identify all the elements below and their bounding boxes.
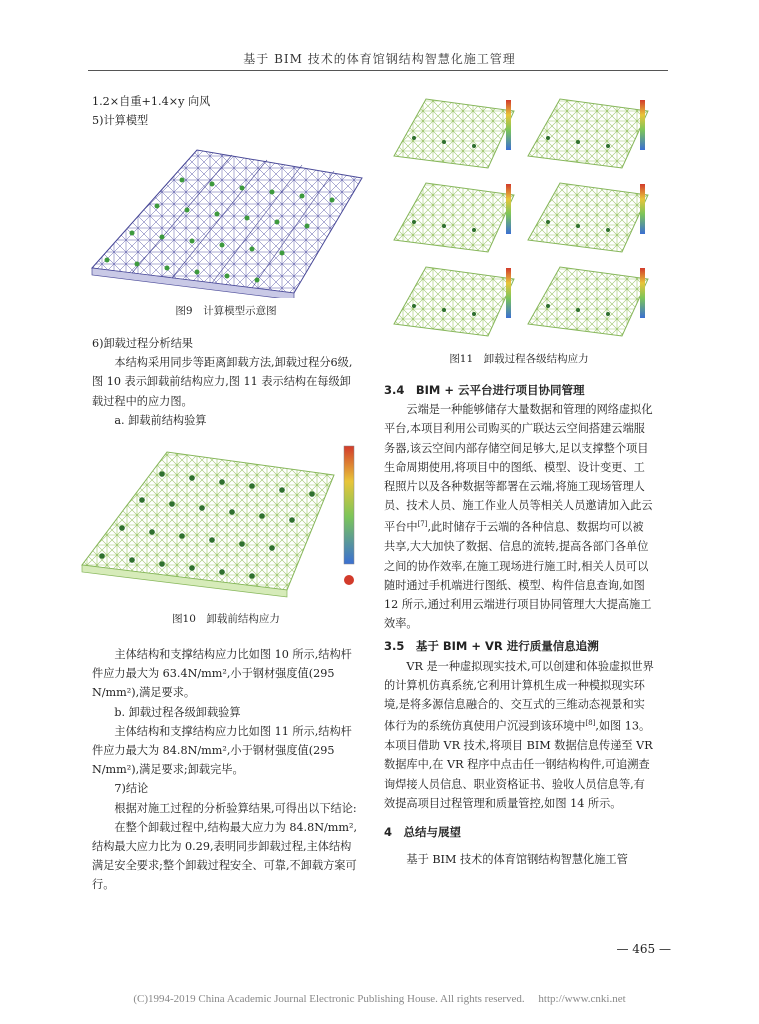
step-7-heading: 7)结论 <box>114 782 149 796</box>
section-3-5-body-a: VR 是一种虚拟现实技术,可以创建和体验虚拟世界的计算机仿真系统,它利用计算机生成一种模拟现实环境,是将多源信息融合的、交互式的三维动态视景和实体行为的系统仿真使用户沉浸到该环境中 <box>384 659 654 733</box>
figure-10-caption-wrap <box>92 610 360 629</box>
section-4-body: 基于 BIM 技术的体育馆钢结构智慧化施工管 <box>406 853 628 867</box>
stage-panel-1 <box>394 99 514 168</box>
header-rule <box>88 70 668 71</box>
citation-8: [8] <box>585 719 596 728</box>
copyright-notice: (C)1994-2019 China Academic Journal Electronic Publishing House. All rights reserved. http://www.cnki.net <box>133 993 626 1005</box>
left-column-bottom <box>92 645 360 895</box>
figure-10-caption: 图10 卸载前结构应力 <box>172 613 280 625</box>
figure-10-stress-before-unloading <box>72 440 364 600</box>
figure-9-caption-wrap <box>92 302 360 321</box>
step-5-heading: 5)计算模型 <box>92 114 149 128</box>
unloading-method-paragraph: 本结构采用同步等距离卸载方法,卸载过程分6级,图 10 表示卸载前结构应力,图 11 表示结构在每级卸载过程中的应力图。 <box>92 356 353 408</box>
running-header: 基于 BIM 技术的体育馆钢结构智慧化施工管理 <box>243 52 516 66</box>
section-3-4-body-a: 云端是一种能够储存大量数据和管理的网络虚拟化平台,本项目利用公司购买的广联达云空间搭建云端服务器,该云空间内部存储空间足够大,足以支撑整个项目生命周期使用,将项目中的图纸、模型、设计变更、工程照片以及各种数据等都署在云端,将施工现场管理人员、技术人员、施工作业人员等相关人员邀请加入此云平台中 <box>384 403 653 535</box>
section-3-5-body <box>384 657 654 813</box>
left-column-middle <box>92 334 360 430</box>
conclusion-paragraph: 在整个卸载过程中,结构最大应力为 84.8N/mm²,结构最大应力比为 0.29,表明同步卸载过程,主体结构满足安全要求;整个卸载过程安全、可靠,不卸载方案可行。 <box>92 820 358 892</box>
load-combination: 1.2×自重+1.4×y 向风 <box>92 95 211 108</box>
stage-panel-4 <box>528 183 648 252</box>
section-3-4-body-b: ,此时储存于云端的各种信息、数据均可以被共享,大大加快了数据、信息的流转,提高各部门各单位之间的协作效率,在施工现场进行施工时,相关人员可以随时通过手机端进行图纸、模型、构件信息查询,如图12 所示,通过利用云端进行项目协同管理大大提高施工效率。 <box>384 521 652 631</box>
right-column <box>384 381 654 869</box>
citation-7: [7] <box>417 520 428 529</box>
stress-check-before-paragraph: 主体结构和支撑结构应力比如图 10 所示,结构杆件应力最大为 63.4N/mm²,小于钢材强度值(295 N/mm²),满足要求。 <box>92 648 352 700</box>
left-column-top <box>92 92 360 130</box>
section-3-5-body-b: ,如图 13。本项目借助 VR 技术,将项目 BIM 数据信息传递至 VR 数据库中,在 VR 程序中点击任一钢结构构件,可追溯查询焊接人员信息、职业资格证书、验收人员信息等,有效提高项目过程管理和质量管控,如图 14 所示。 <box>384 719 653 810</box>
step-6-heading: 6)卸载过程分析结果 <box>92 337 193 350</box>
section-4-title: 4 总结与展望 <box>384 824 462 839</box>
page-number: — 465 — <box>616 942 671 956</box>
stage-panel-5 <box>394 267 514 336</box>
figure-11-svg <box>384 92 654 344</box>
figure-11-stage-stress-grid <box>384 92 654 344</box>
check-a-heading: a. 卸载前结构验算 <box>114 413 207 427</box>
section-3-4-body <box>384 400 654 633</box>
conclusion-intro: 根据对施工过程的分析验算结果,可得出以下结论: <box>114 801 357 815</box>
section-3-5-title: 3.5 基于 BIM + VR 进行质量信息追溯 <box>384 639 599 654</box>
stress-check-stages-paragraph: 主体结构和支撑结构应力比如图 11 所示,结构杆件应力最大为 84.8N/mm²,小于钢材强度值(295 N/mm²),满足要求;卸载完毕。 <box>92 724 352 777</box>
section-3-4-title: 3.4 BIM + 云平台进行项目协同管理 <box>384 383 585 397</box>
stage-panel-3 <box>394 183 514 252</box>
figure-9-caption: 图9 计算模型示意图 <box>175 305 277 317</box>
stage-panel-6 <box>528 267 648 336</box>
figure-11-caption: 图11 卸载过程各级结构应力 <box>449 353 589 365</box>
stage-panel-2 <box>528 99 648 168</box>
check-b-heading: b. 卸载过程各级卸载验算 <box>114 705 241 719</box>
figure-11-caption-wrap <box>384 350 654 369</box>
figure-9-structural-model <box>72 138 364 298</box>
